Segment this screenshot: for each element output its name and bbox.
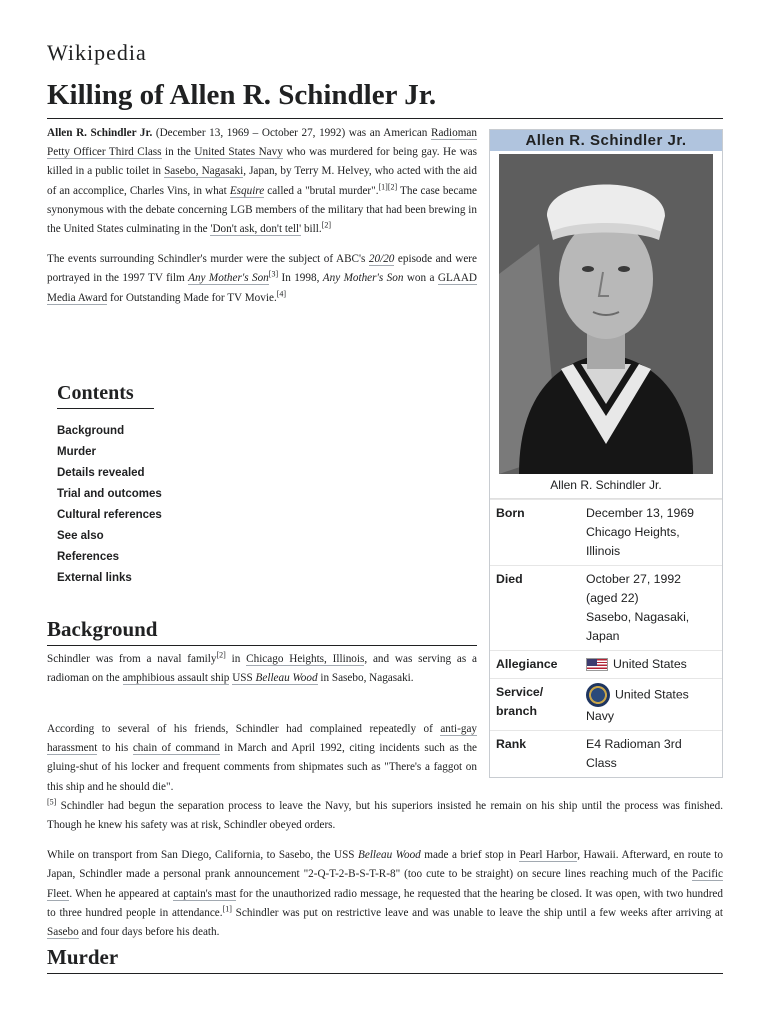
toc-item-trial-and-outcomes[interactable]: Trial and outcomes — [57, 488, 162, 500]
link-us-navy[interactable]: United States Navy — [194, 146, 283, 159]
toc-item-murder[interactable]: Murder — [57, 446, 96, 458]
link-petty-officer[interactable]: Petty Officer Third Class — [47, 146, 162, 159]
infobox-value-service-branch — [586, 683, 716, 726]
infobox-value-died: October 27, 1992 (aged 22) Sasebo, Nagasaki, Japan — [586, 572, 690, 643]
us-flag-icon[interactable] — [586, 658, 608, 671]
toc-item-details-revealed[interactable]: Details revealed — [57, 467, 145, 479]
link-glaad-award[interactable]: GLAAD Media Award — [47, 272, 478, 304]
wikipedia-wordmark[interactable]: Wikipedia — [47, 40, 147, 65]
navy-seal-icon[interactable] — [586, 683, 610, 707]
ref-4[interactable]: [4] — [276, 288, 287, 298]
section-heading-murder: Murder — [47, 943, 723, 974]
link-pacific-fleet[interactable]: Pacific Fleet — [47, 868, 723, 900]
ref-2b[interactable]: [2] — [321, 220, 331, 230]
link-chain-of-command[interactable]: chain of command — [132, 742, 220, 755]
infobox-label-rank: Rank — [496, 737, 527, 751]
link-esquire[interactable]: Esquire — [229, 184, 265, 197]
link-chicago-heights[interactable]: Chicago Heights, Illinois — [246, 653, 365, 665]
infobox-label-born: Born — [496, 506, 525, 520]
link-any-mothers-son[interactable]: Any Mother's Son — [188, 272, 269, 285]
ref-2[interactable]: [2] — [387, 181, 398, 191]
background-paragraph-3: While on transport from San Diego, California, to Sasebo, the USS Belleau Wood made a brief stop in Pearl Harbor, Hawaii. Afterward, en route to Japan, Schindler made a personal prank announcement "2-Q-T-2-B-S-T-R-8" (too cute to be straight) on secure lines reaching much of the Pacific Fleet. When he appeared at captain's mast for the unauthorized radio message, he requested that the hearing be closed. It was open, with two hundred to three hundred people in attendance.[1] Schindler was put on restrictive leave and was unable to leave the ship until a few weeks after arriving at Sasebo and four days before his death. — [47, 849, 723, 939]
infobox-row-rank — [490, 730, 722, 777]
link-20-20[interactable]: 20/20 — [368, 253, 395, 266]
link-united-states-navy[interactable]: United States Navy — [586, 687, 689, 723]
lead-paragraph-1: Allen R. Schindler Jr. (December 13, 1969 – October 27, 1992) was an American Radioman Petty Officer Third Class in the United States Navy who was murdered for being gay. He was killed in a public toilet in Sasebo, Nagasaki, Japan, by Terry M. Helvey, who acted with the aid of an accomplice, Charles Vins, in what Esquire called a "brutal murder".[1][2] The case became synonymous with the debate concerning LGB members of the military that had been brewing in the United States culminating in the 'Don't ask, don't tell' bill.[2] — [47, 127, 478, 236]
link-pearl-harbor[interactable]: Pearl Harbor — [519, 849, 578, 862]
infobox-row-died — [490, 565, 722, 650]
table-of-contents — [57, 378, 317, 589]
background-paragraph-1: Schindler was from a naval family[2] in Chicago Heights, Illinois, and was serving as a radioman on the amphibious assault ship USS Belleau Wood in Sasebo, Nagasaki. — [47, 650, 477, 685]
page-title: Killing of Allen R. Schindler Jr. — [47, 76, 723, 119]
portrait-illustration — [499, 154, 713, 474]
ref-1[interactable]: [1] — [378, 181, 388, 191]
ref-1b[interactable]: [1] — [222, 904, 232, 914]
toc-title: Contents — [57, 378, 154, 409]
infobox-title: Allen R. Schindler Jr. — [490, 130, 722, 151]
toc-item-background[interactable]: Background — [57, 425, 125, 437]
infobox-label-service-branch: Service/ branch — [496, 685, 544, 718]
infobox-label-died: Died — [496, 572, 523, 586]
link-radioman[interactable]: Radioman — [431, 127, 477, 139]
toc-item-cultural-references[interactable]: Cultural references — [57, 509, 162, 521]
infobox-value-rank: E4 Radioman 3rd Class — [586, 737, 682, 770]
link-dadt[interactable]: 'Don't ask, don't tell' — [210, 223, 302, 236]
portrait-caption: Allen R. Schindler Jr. — [490, 474, 722, 499]
link-amphibious-assault-ship[interactable]: amphibious assault ship — [122, 672, 230, 685]
infobox-label-allegiance: Allegiance — [496, 657, 558, 671]
lead-paragraph-2: The events surrounding Schindler's murder were the subject of ABC's 20/20 episode and were portrayed in the 1997 TV film Any Mother's Son[3] In 1998, Any Mother's Son won a GLAAD Media Award for Outstanding Made for TV Movie.[4] — [47, 253, 478, 304]
portrait-photo[interactable] — [499, 154, 713, 474]
background-section-top — [47, 650, 477, 699]
ref-2c[interactable]: [2] — [216, 650, 226, 660]
ref-5[interactable]: [5] — [47, 797, 57, 807]
link-sasebo[interactable]: Sasebo — [47, 926, 79, 939]
infobox-row-allegiance — [490, 650, 722, 678]
infobox-row-service-branch — [490, 678, 722, 730]
toc-item-references[interactable]: References — [57, 551, 120, 563]
toc-item-external-links[interactable]: External links — [57, 572, 132, 584]
lead-section — [47, 124, 477, 319]
infobox-value-allegiance — [586, 655, 716, 674]
link-sasebo-nagasaki[interactable]: Sasebo, Nagasaki — [164, 165, 244, 178]
infobox-value-born: December 13, 1969 Chicago Heights, Illinois — [586, 506, 695, 558]
infobox-row-born — [490, 499, 722, 565]
background-paragraph-2: According to several of his friends, Schindler had complained repeatedly of anti-gay harassment to his chain of command in March and April 1992, citing incidents such as the gluing-shut of his locker and frequent comments from shipmates such as "There's a faggot on this ship and he should die". — [47, 723, 478, 793]
link-uss-belleau-wood[interactable]: USS Belleau Wood — [232, 672, 318, 685]
ref-3[interactable]: [3] — [268, 269, 279, 279]
link-anti-gay-harassment[interactable]: anti-gay harassment — [47, 723, 477, 755]
background-paragraph-2-continued: [5] Schindler had begun the separation process to leave the Navy, but his superiors insisted he remain on his ship until the process was finished. Though he knew his safety was at risk, Schindler obeyed orders. — [47, 797, 723, 832]
infobox — [489, 129, 723, 778]
section-heading-background: Background — [47, 615, 477, 646]
toc-item-see-also[interactable]: See also — [57, 530, 104, 542]
link-captains-mast[interactable]: captain's mast — [173, 887, 237, 900]
link-united-states[interactable]: United States — [613, 657, 687, 671]
